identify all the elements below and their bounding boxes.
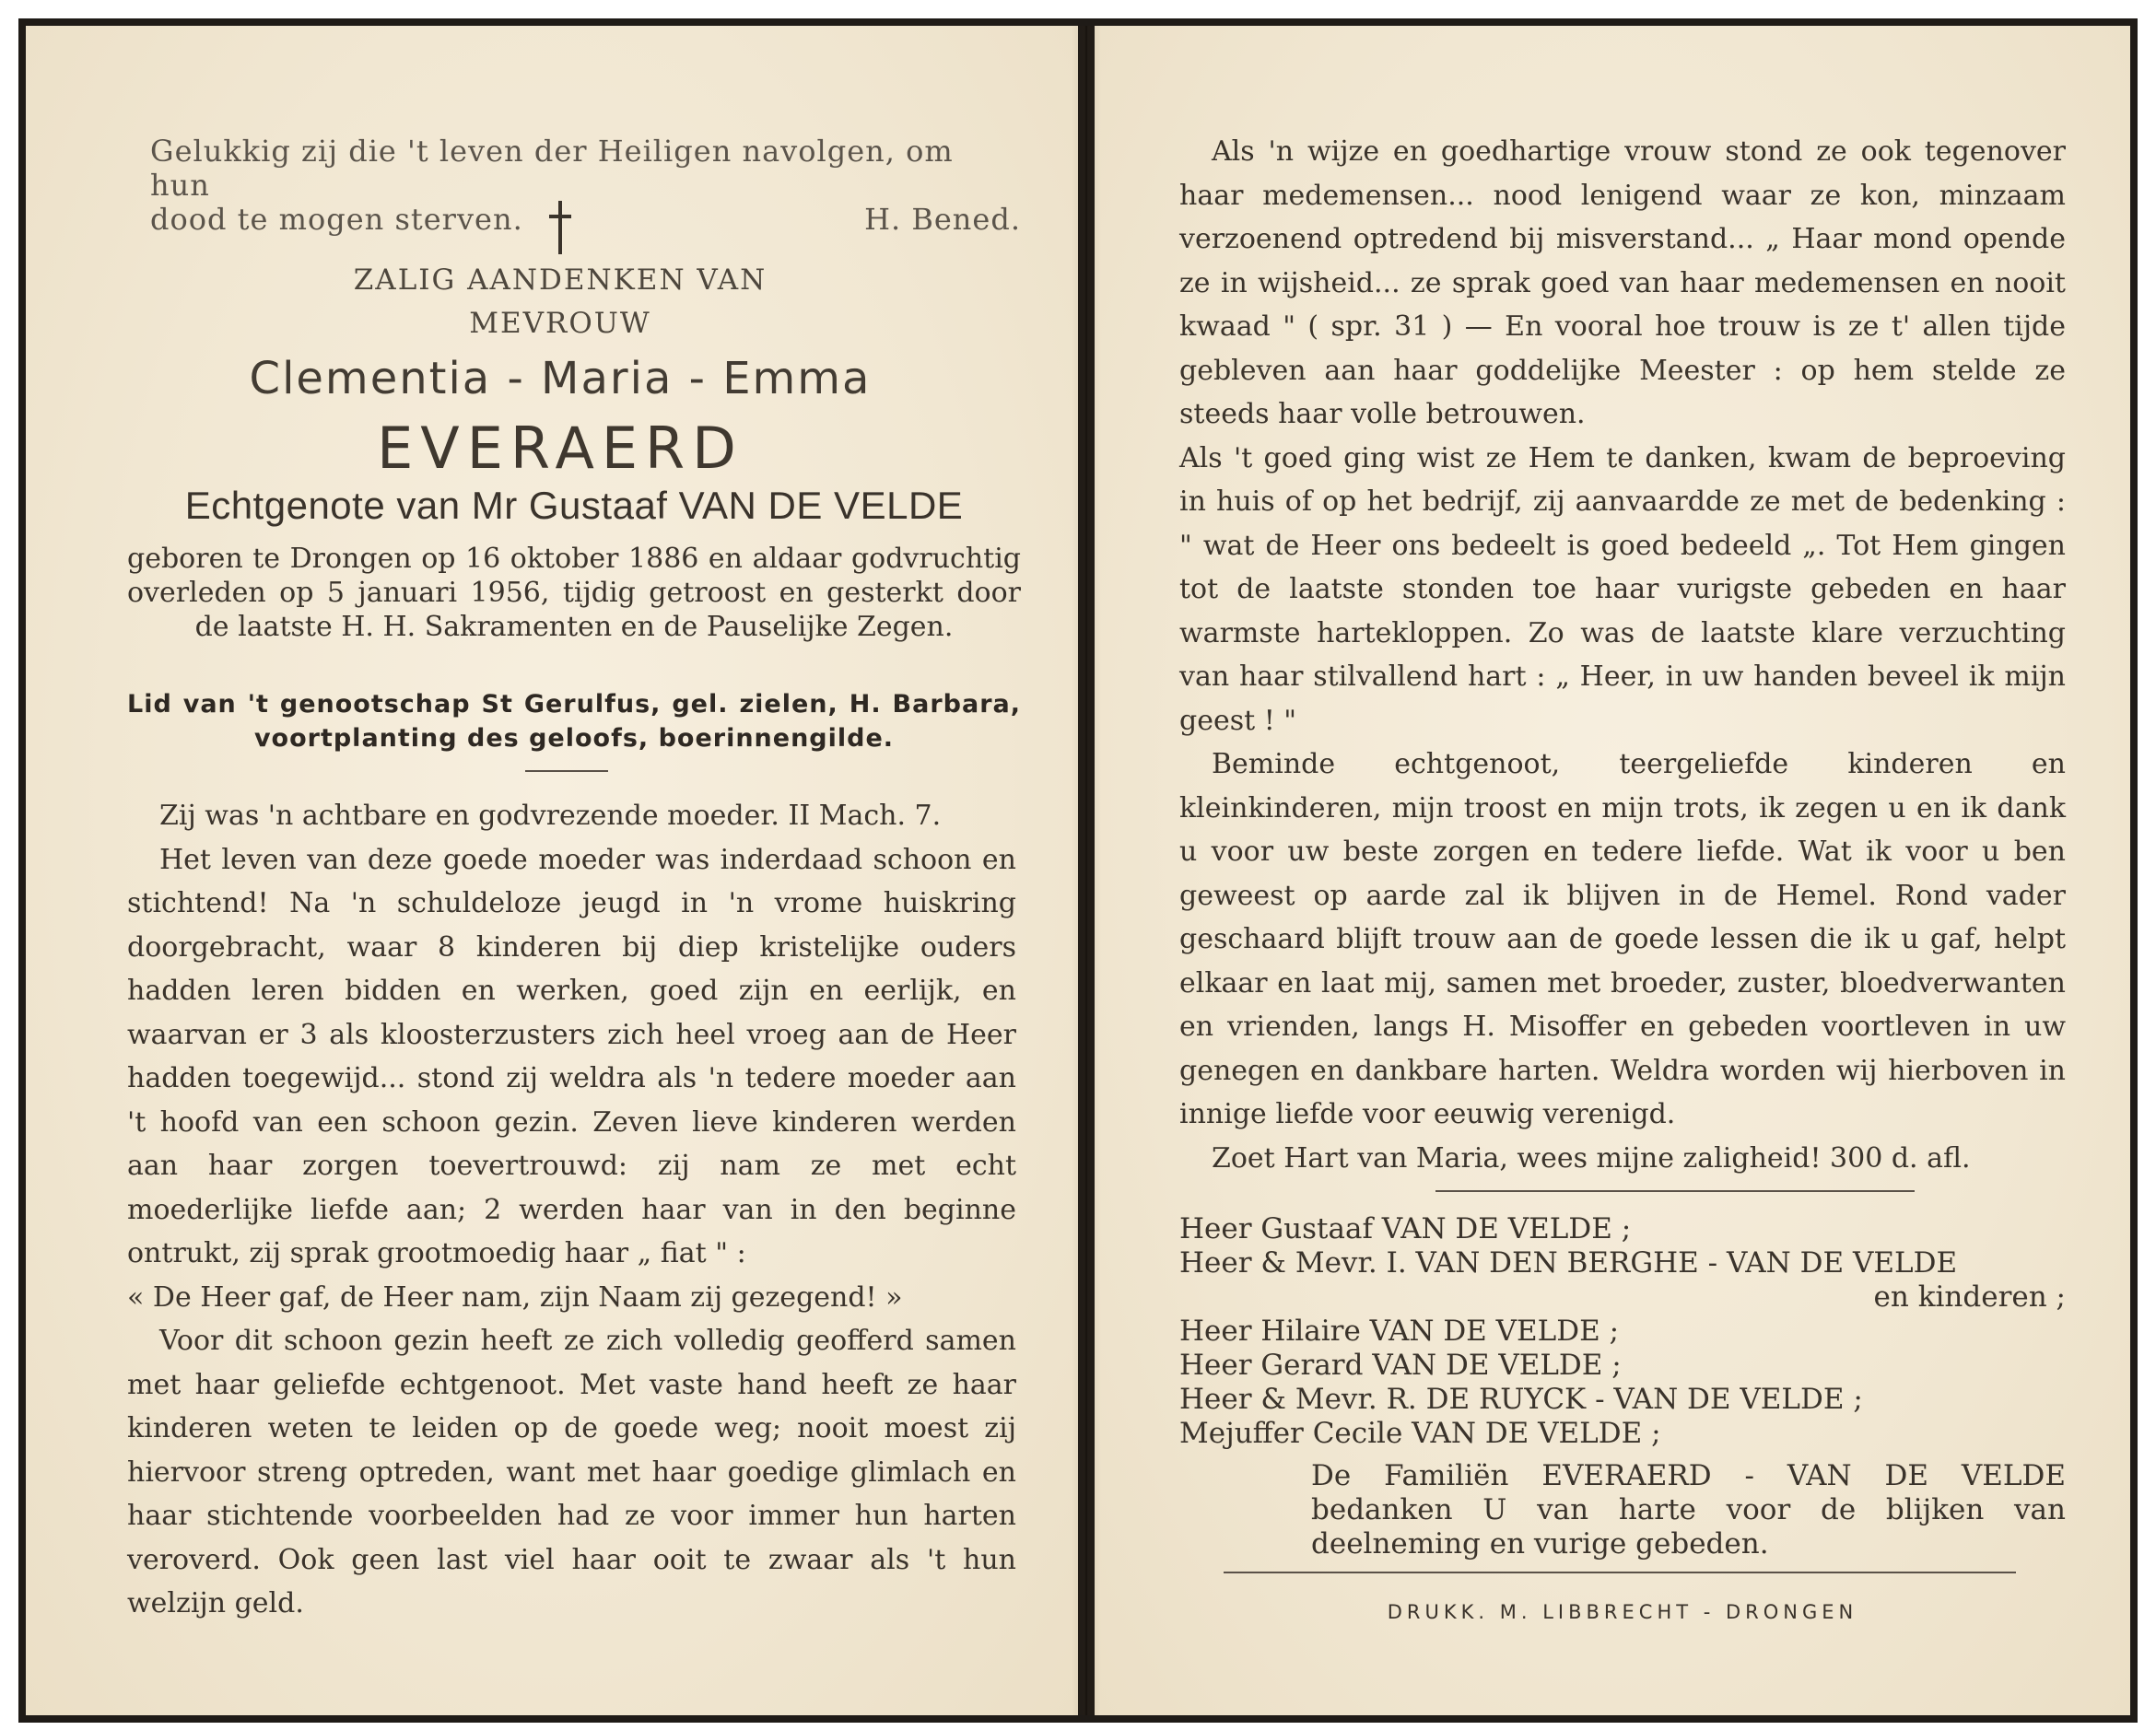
paragraph: Voor dit schoon gezin heeft ze zich volledig geofferd samen met haar geliefde echtgenoot. Met vaste hand heeft ze haar kinderen weten te leiden op de goede weg; nooit moest zij hiervoor streng optreden, want met haar goedige glimlach en haar stichtende voorbeelden had ze voor immer hun harten veroverd. Ook geen last viel haar ooit te zwaar als 't hun welzijn geld.	[127, 1325, 1016, 1619]
printer-credit: DRUKK. M. LIBBRECHT - DRONGEN	[1387, 1601, 1858, 1623]
divider	[1224, 1572, 2016, 1573]
survivors-list	[1179, 1212, 2066, 1451]
membership-text: Lid van 't genootschap St Gerulfus, gel. zielen, H. Barbara, voortplanting des geloofs, boerinnengilde.	[127, 690, 1021, 753]
survivor-line: Heer Hilaire VAN DE VELDE ;	[1179, 1315, 1620, 1348]
paragraph: Het leven van deze goede moeder was inderdaad schoon en stichtend! Na 'n schuldeloze jeugd in 'n vrome huiskring doorgebracht, waar 8 kinderen bij diep kristelijke ouders hadden leren bidden en werken, goed zijn en eerlijk, en waarvan er 3 als kloosterzusters zich heel vroeg aan de Heer hadden toegewijd... stond zij weldra als 'n tedere moeder aan 't hoofd van een schoon gezin. Zeven lieve kinderen werden aan haar zorgen toevertrouwd: zij nam ze met echt moederlijke liefde aan; 2 werden haar van in den beginne ontrukt, zij sprak grootmoedig haar „ fiat " :	[127, 843, 1016, 1269]
survivor-line: Heer & Mevr. I. VAN DEN BERGHE - VAN DE VELDE	[1179, 1246, 1958, 1280]
heading-line-1: ZALIG AANDENKEN VAN	[353, 263, 767, 297]
left-body-text	[127, 794, 1016, 1626]
divider	[525, 770, 608, 772]
right-page	[1087, 18, 2138, 1723]
motto-line-2: dood te mogen sterven.	[150, 202, 523, 237]
divider	[1435, 1190, 1915, 1192]
paragraph: « De Heer gaf, de Heer nam, zijn Naam zij gezegend! »	[127, 1280, 903, 1314]
page-fold	[1072, 26, 1101, 1715]
paragraph: Als 'n wijze en goedhartige vrouw stond ze ook tegenover haar medemensen... nood lenigend waar ze kon, minzaam verzoenend optredend bij misverstand... „ Haar mond opende ze in wijsheid... ze sprak goed van haar medemensen en nooit kwaad " ( spr. 31 ) — En vooral hoe trouw is ze t' allen tijde gebleven aan haar goddelijke Meester : op hem stelde ze steeds haar volle betrouwen.	[1179, 135, 2066, 430]
paragraph: Zoet Hart van Maria, wees mijne zaligheid! 300 d. afl.	[1212, 1141, 1971, 1175]
thanks-text: De Familiën EVERAERD - VAN DE VELDE bedanken U van harte voor de blijken van deelneming en vurige gebeden.	[1311, 1459, 2066, 1561]
paragraph: Zij was 'n achtbare en godvrezende moeder. II Mach. 7.	[159, 800, 942, 832]
motto	[150, 134, 1021, 237]
birth-death-text: geboren te Drongen op 16 oktober 1886 en aldaar godvruchtig overleden op 5 januari 1956, tijdig getroost en gesterkt door de laatste H. H. Sakramenten en de Pauselijke Zegen.	[127, 543, 1021, 643]
paragraph: Als 't goed ging wist ze Hem te danken, kwam de beproeving in huis of op het bedrijf, zij aanvaardde ze met de bedenking : " wat de Heer ons bedeelt is goed bedeeld „. Tot Hem gingen tot de laatste stonden toe haar vurigste gebeden en haar warmste hartekloppen. Zo was de laatste klare verzuchting van haar stilvallend hart : „ Heer, in uw handen beveel ik mijn geest ! "	[1179, 441, 2066, 737]
spouse-line: Echtgenote van Mr Gustaaf VAN DE VELDE	[184, 484, 964, 527]
right-body-text	[1179, 130, 2066, 1180]
memorial-card	[18, 18, 2138, 1723]
survivor-line: Heer Gerard VAN DE VELDE ;	[1179, 1349, 1622, 1382]
survivor-line: en kinderen ;	[1873, 1280, 2066, 1314]
survivor-line: Heer & Mevr. R. DE RUYCK - VAN DE VELDE ;	[1179, 1383, 1863, 1416]
motto-source: H. Bened.	[864, 202, 1021, 237]
latin-cross-icon	[546, 201, 574, 254]
left-page	[18, 18, 1085, 1723]
given-names: Clementia - Maria - Emma	[249, 353, 872, 404]
motto-line-1: Gelukkig zij die 't leven der Heiligen navolgen, om hun	[150, 134, 954, 203]
heading-line-2: MEVROUW	[469, 307, 651, 340]
paragraph: Beminde echtgenoot, teergeliefde kinderen en kleinkinderen, mijn troost en mijn trots, ik zegen u en ik dank u voor uw beste zorgen en tedere liefde. Wat ik voor u ben geweest op aarde zal ik blijven in de Hemel. Rond vader geschaard blijft trouw aan de goede lessen die ik u gaf, helpt elkaar en laat mij, samen met broeder, zuster, bloedverwanten en vrienden, langs H. Misoffer en gebeden voortleven in uw genegen en dankbare harten. Weldra worden wij hierboven in innige liefde voor eeuwig verenigd.	[1179, 748, 2066, 1130]
survivor-line: Heer Gustaaf VAN DE VELDE ;	[1179, 1212, 1632, 1245]
surname: EVERAERD	[377, 415, 744, 482]
survivor-line: Mejuffer Cecile VAN DE VELDE ;	[1179, 1417, 1661, 1450]
